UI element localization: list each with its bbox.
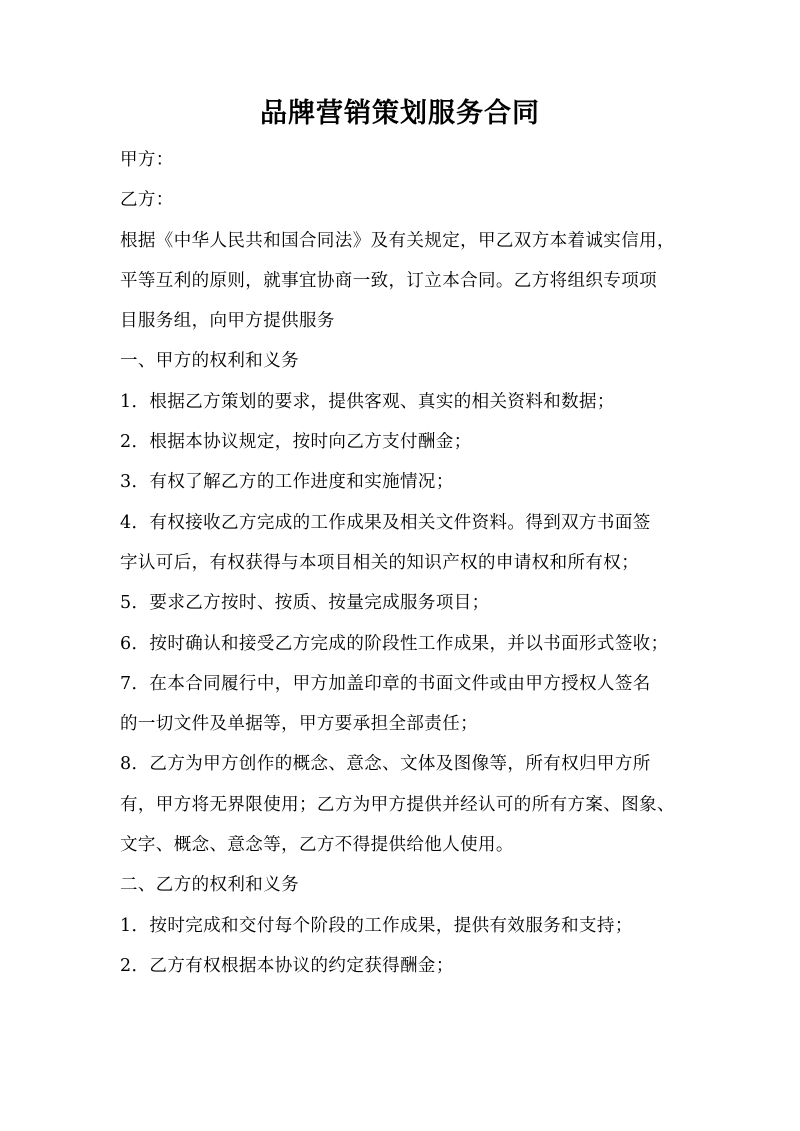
clause-line: 字认可后，有权获得与本项目相关的知识产权的申请权和所有权； [120, 552, 640, 573]
preamble-line: 根据《中华人民共和国合同法》及有关规定，甲乙双方本着诚实信用， [120, 230, 675, 251]
document-title: 品牌营销策划服务合同 [260, 98, 540, 129]
preamble-line: 平等互利的原则，就事宜协商一致，订立本合同。乙方将组织专项项 [120, 270, 657, 291]
party-a-line: 甲方： [120, 150, 174, 170]
clause-line: 5．要求乙方按时、按质、按量完成服务项目； [120, 593, 490, 614]
preamble-line: 目服务组，向甲方提供服务 [120, 311, 335, 332]
clause-line: 1．按时完成和交付每个阶段的工作成果，提供有效服务和支持； [120, 915, 633, 936]
clause-line: 7．在本合同履行中，甲方加盖印章的书面文件或由甲方授权人签名 [120, 673, 651, 694]
section-heading: 二、乙方的权利和义务 [120, 875, 299, 896]
clause-line: 6．按时确认和接受乙方完成的阶段性工作成果，并以书面形式签收； [120, 633, 669, 654]
clause-line: 的一切文件及单据等，甲方要承担全部责任； [120, 714, 478, 735]
clause-line: 8．乙方为甲方创作的概念、意念、文体及图像等，所有权归甲方所 [120, 754, 651, 775]
party-b-line: 乙方： [120, 190, 174, 211]
clause-line: 4．有权接收乙方完成的工作成果及相关文件资料。得到双方书面签 [120, 512, 651, 533]
clause-line: 1．根据乙方策划的要求，提供客观、真实的相关资料和数据； [120, 391, 615, 412]
clause-line: 2．乙方有权根据本协议的约定获得酬金； [120, 955, 454, 976]
clause-line: 2．根据本协议规定，按时向乙方支付酬金； [120, 432, 472, 453]
section-heading: 一、甲方的权利和义务 [120, 351, 299, 372]
clause-line: 3．有权了解乙方的工作进度和实施情况； [120, 472, 454, 493]
document-body [120, 140, 682, 986]
clause-line: 文字、概念、意念等，乙方不得提供给他人使用。 [120, 835, 514, 856]
clause-line: 有，甲方将无界限使用；乙方为甲方提供并经认可的所有方案、图象、 [120, 794, 675, 815]
